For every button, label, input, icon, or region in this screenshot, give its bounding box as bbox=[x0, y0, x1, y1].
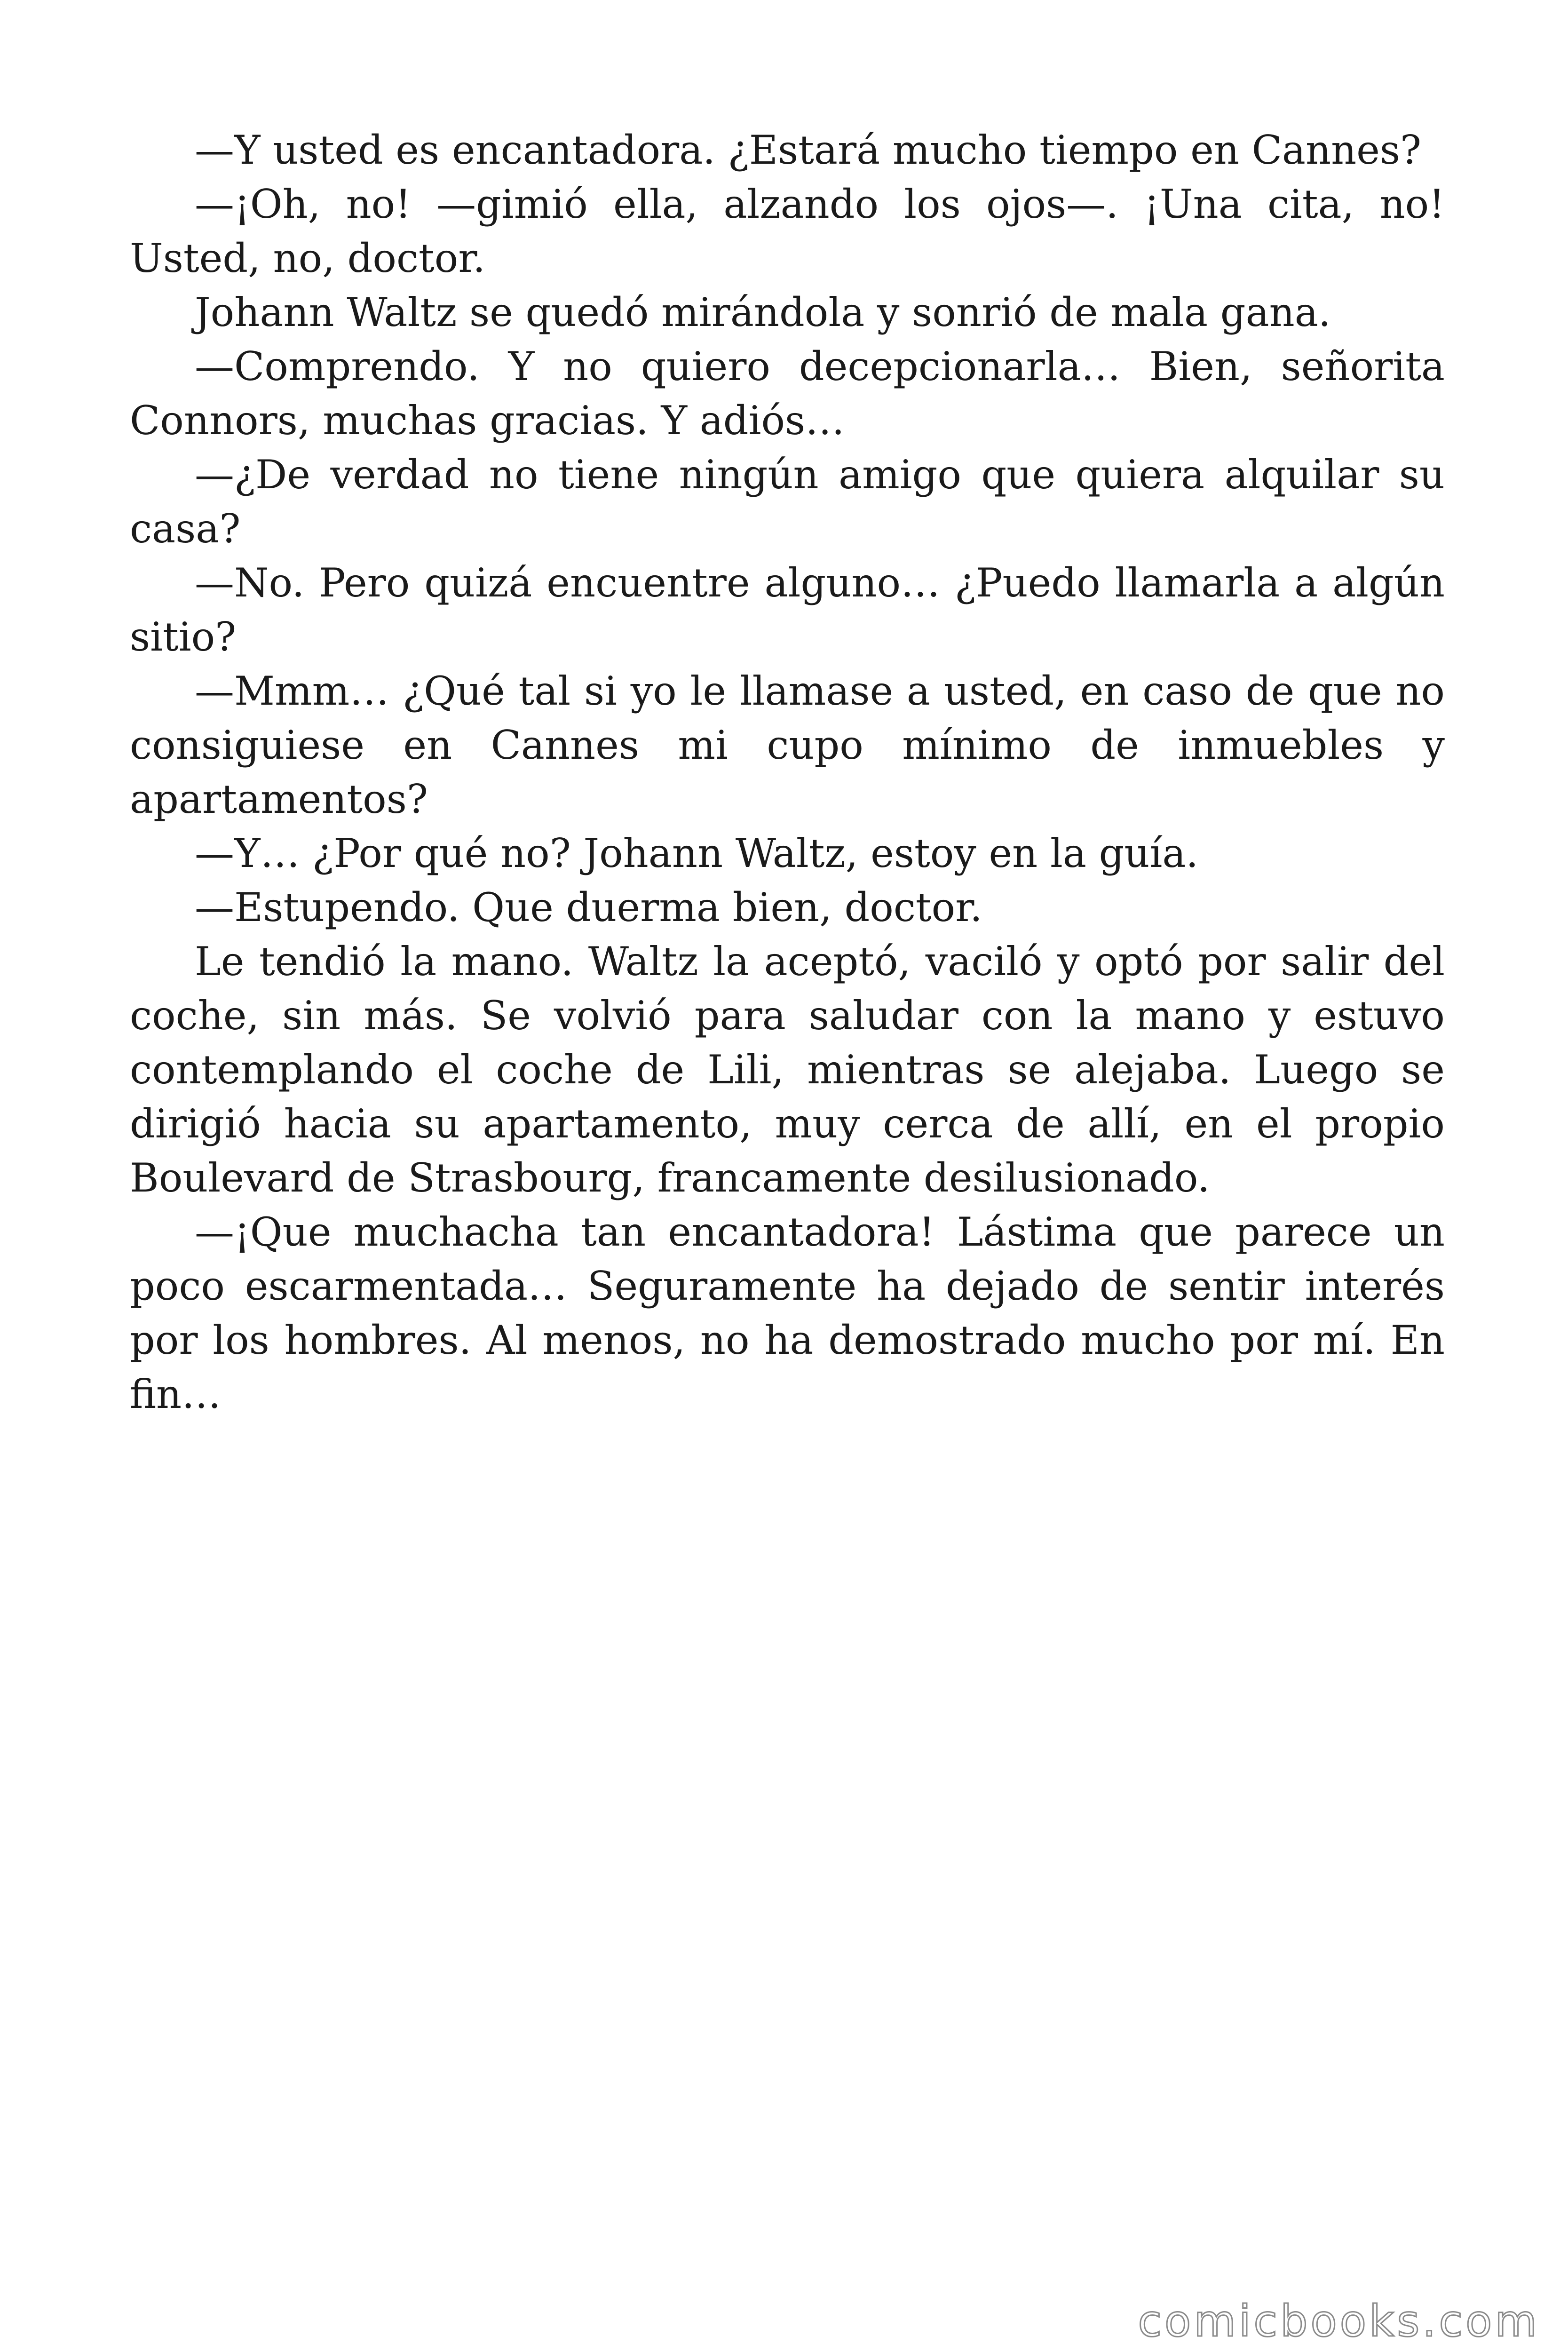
watermark: comicbooks.com bbox=[1138, 2296, 1540, 2346]
paragraph: —¿De verdad no tiene ningún amigo que quiera alquilar su casa? bbox=[130, 452, 1445, 552]
paragraph: —No. Pero quizá encuentre alguno… ¿Puedo llamarla a algún sitio? bbox=[130, 560, 1445, 660]
paragraph: —Y… ¿Por qué no? Johann Waltz, estoy en la guía. bbox=[195, 830, 1199, 876]
paragraph: —Estupendo. Que duerma bien, doctor. bbox=[195, 884, 982, 930]
paragraph: Johann Waltz se quedó mirándola y sonrió de mala gana. bbox=[195, 289, 1331, 335]
paragraph: —¡Que muchacha tan encantadora! Lástima que parece un poco escarmentada… Seguramente ha dejado de sentir interés por los hombres. Al menos, no ha demostrado mucho por mí. En fin… bbox=[130, 1209, 1445, 1417]
paragraph: —Y usted es encantadora. ¿Estará mucho tiempo en Cannes? bbox=[195, 127, 1422, 173]
paragraph: —Comprendo. Y no quiero decepcionarla… Bien, señorita Connors, muchas gracias. Y adiós… bbox=[130, 343, 1445, 444]
paragraph: —¡Oh, no! —gimió ella, alzando los ojos—. ¡Una cita, no! Usted, no, doctor. bbox=[130, 181, 1445, 281]
paragraph: —Mmm… ¿Qué tal si yo le llamase a usted, en caso de que no consiguiese en Cannes mi cupo mínimo de inmuebles y apartamentos? bbox=[130, 668, 1445, 822]
body-text bbox=[130, 123, 1445, 1422]
paragraph: Le tendió la mano. Waltz la aceptó, vaciló y optó por salir del coche, sin más. Se volvió para saludar con la mano y estuvo contemplando el coche de Lili, mientras se alejaba. Luego se dirigió hacia su apartamento, muy cerca de allí, en el propio Boulevard de Strasbourg, francamente desilusionado. bbox=[130, 938, 1445, 1201]
